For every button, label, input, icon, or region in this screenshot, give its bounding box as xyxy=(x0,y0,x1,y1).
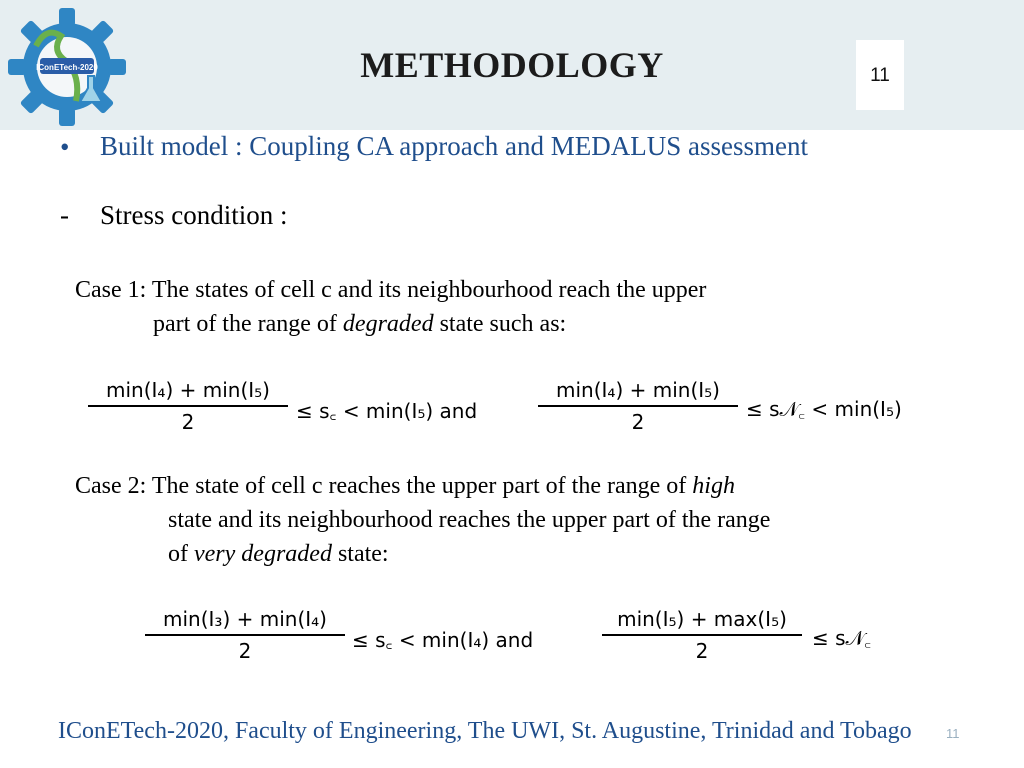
case2-line1-pre: Case 2: The state of cell c reaches the upper part of the range of xyxy=(75,473,693,499)
formula2-left-denominator: 2 xyxy=(238,638,252,663)
case2-line3-pre: of xyxy=(168,541,194,567)
case1-degraded-term: degraded xyxy=(342,311,434,337)
formula2-right-numerator: min(I₅) + max(I₅) xyxy=(617,607,787,631)
page-title: METHODOLOGY xyxy=(360,45,664,85)
formula1-right-fraction xyxy=(538,378,738,434)
formula2-middle: ≤ s꜀ < min(I₄) and xyxy=(352,628,534,652)
case2-line2: state and its neighbourhood reaches the upper part of the range xyxy=(168,507,771,533)
bullet-marker: • xyxy=(60,132,70,162)
formula2-right-fraction xyxy=(602,607,802,663)
footer-slide-number: 11 xyxy=(946,726,960,741)
page-number-box: 11 xyxy=(856,40,904,110)
dash-marker: - xyxy=(60,200,69,230)
formula1-left-denominator: 2 xyxy=(181,409,195,434)
formula2-left-numerator: min(I₃) + min(I₄) xyxy=(163,607,327,631)
case2-high-term: high xyxy=(692,473,735,499)
stress-heading: Stress condition : xyxy=(100,200,288,230)
formula1-right-denominator: 2 xyxy=(631,409,645,434)
case1-line2-pre: part of the range of xyxy=(153,311,343,337)
case2-very-degraded-term: very degraded xyxy=(194,541,332,567)
formula2-right-denominator: 2 xyxy=(695,638,709,663)
formula2-right-tail: ≤ s𝒩꜀ xyxy=(812,626,872,650)
formula1-left-fraction xyxy=(88,378,288,434)
bullet-text: Built model : Coupling CA approach and MEDALUS assessment xyxy=(100,131,808,161)
case1-line2 xyxy=(153,311,566,338)
formula1-middle: ≤ s꜀ < min(I₅) and xyxy=(296,399,478,423)
formula1-right-numerator: min(I₄) + min(I₅) xyxy=(556,378,720,402)
case1-line1: Case 1: The states of cell c and its neighbourhood reach the upper xyxy=(75,277,707,303)
formula1-left-numerator: min(I₄) + min(I₅) xyxy=(106,378,270,402)
formula1-right-tail: ≤ s𝒩꜀ < min(I₅) xyxy=(746,397,902,421)
case1-line2-post: state such as: xyxy=(433,311,567,337)
formula2-left-fraction xyxy=(145,607,345,663)
case2-line3 xyxy=(168,541,389,568)
case2-line1 xyxy=(75,473,735,500)
case2-line3-post: state: xyxy=(331,541,389,567)
logo-text: IConETech-2020 xyxy=(36,63,98,72)
footer-text: IConETech-2020, Faculty of Engineering, The UWI, St. Augustine, Trinidad and Tobago xyxy=(58,718,912,744)
header-bar xyxy=(0,0,1024,130)
